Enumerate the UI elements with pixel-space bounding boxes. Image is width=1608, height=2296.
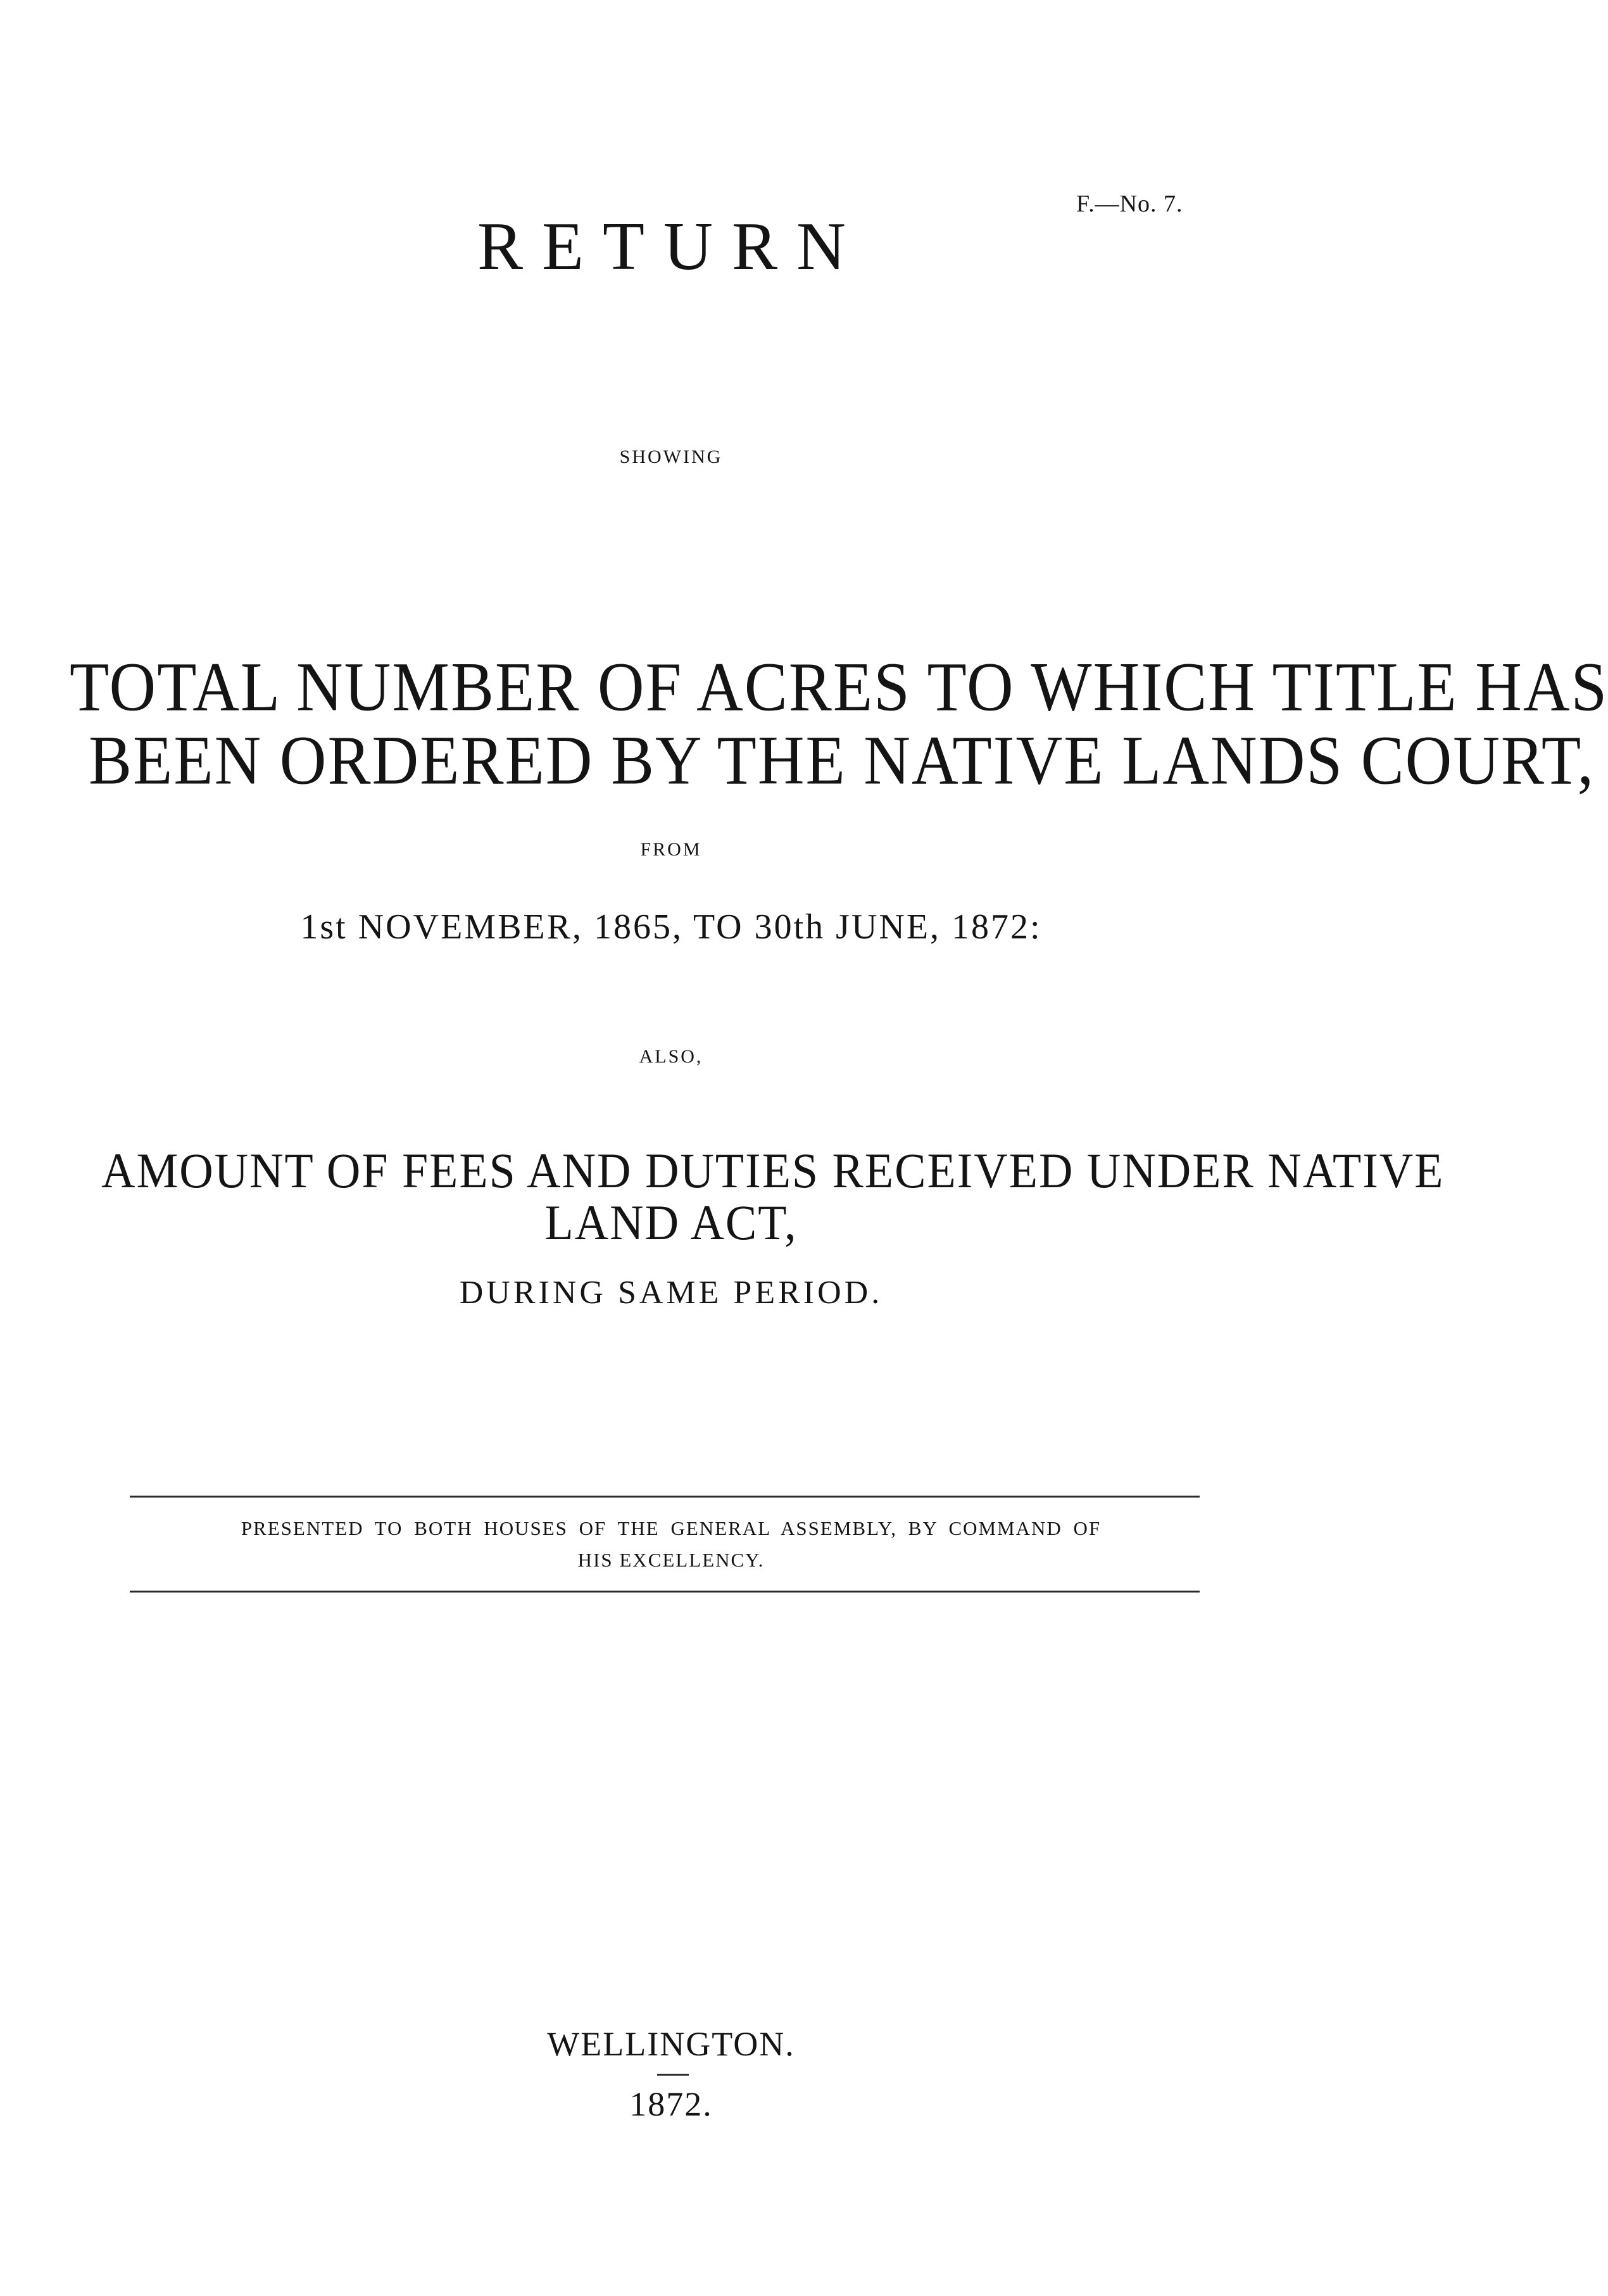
also-label: ALSO, xyxy=(639,1046,703,1067)
bottom-divider xyxy=(130,1591,1200,1593)
publication-year: 1872. xyxy=(629,2085,713,2123)
place-of-publication: WELLINGTON. xyxy=(547,2025,795,2063)
short-rule xyxy=(657,2074,689,2076)
presented-line-1: PRESENTED TO BOTH HOUSES OF THE GENERAL ASSEMBLY, BY COMMAND OF xyxy=(241,1517,1102,1539)
reference-number: F.—No. 7. xyxy=(1076,191,1183,217)
showing-label: SHOWING xyxy=(619,446,723,467)
period-dates: 1st NOVEMBER, 1865, TO 30th JUNE, 1872: xyxy=(300,907,1042,947)
top-divider xyxy=(130,1496,1200,1498)
heading-line-2: BEEN ORDERED BY THE NATIVE LANDS COURT, xyxy=(89,722,1595,800)
heading-line-1: TOTAL NUMBER OF ACRES TO WHICH TITLE HAS xyxy=(70,648,1608,726)
during-period-text: DURING SAME PERIOD. xyxy=(459,1275,883,1311)
fees-heading-line-1: AMOUNT OF FEES AND DUTIES RECEIVED UNDER NATIVE xyxy=(101,1144,1445,1199)
document-title: RETURN xyxy=(477,209,865,284)
presented-line-2: HIS EXCELLENCY. xyxy=(577,1549,765,1571)
from-label: FROM xyxy=(640,839,702,860)
fees-heading-line-2: LAND ACT, xyxy=(544,1195,798,1251)
